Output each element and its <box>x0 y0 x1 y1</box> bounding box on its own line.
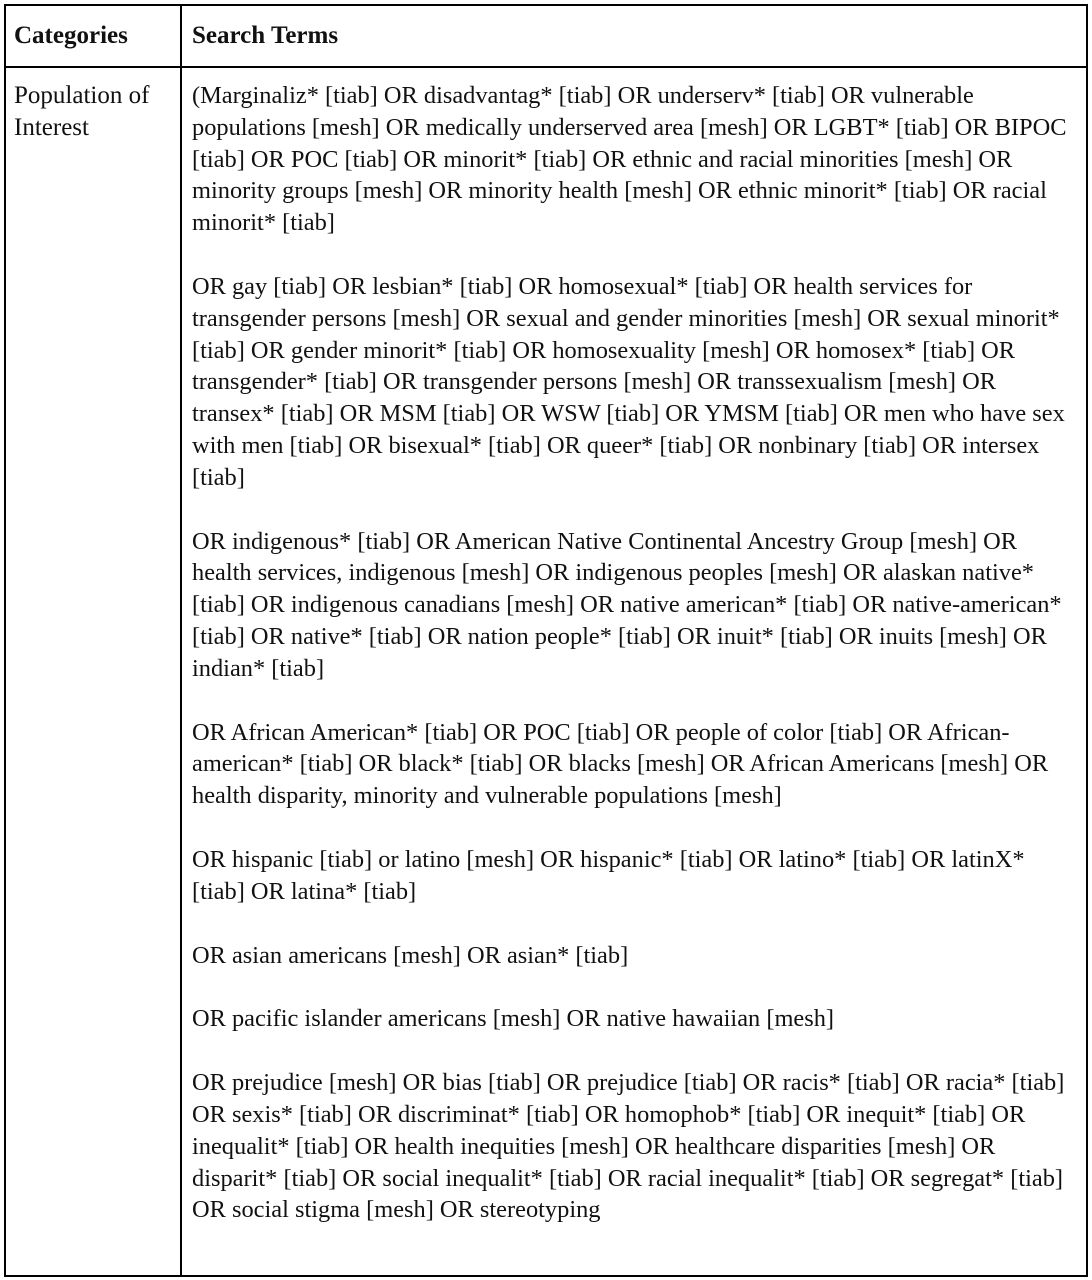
table-header-row <box>6 6 1086 68</box>
terms-paragraph: OR indigenous* [tiab] OR American Native Continental Ancestry Group [mesh] OR health services, indigenous [mesh] OR indigenous peoples [mesh] OR alaskan native* [tiab] OR indigenous canadians [mesh] OR native american* [tiab] OR native-american* [tiab] OR native* [tiab] OR nation people* [tiab] OR inuit* [tiab] OR inuits [mesh] OR indian* [tiab] <box>192 527 1062 682</box>
terms-paragraph: OR hispanic [tiab] or latino [mesh] OR hispanic* [tiab] OR latino* [tiab] OR latinX* [tiab] OR latina* [tiab] <box>192 845 1025 905</box>
category-label: Population of Interest <box>14 82 150 141</box>
header-categories: Categories <box>6 6 182 66</box>
header-search-terms: Search Terms <box>192 22 339 49</box>
table-row <box>6 68 1086 1275</box>
category-cell <box>6 68 182 1275</box>
search-terms-cell <box>182 68 1086 1275</box>
terms-paragraph: OR prejudice [mesh] OR bias [tiab] OR prejudice [tiab] OR racis* [tiab] OR racia* [tiab] OR sexis* [tiab] OR discriminat* [tiab] OR homophob* [tiab] OR inequit* [tiab] OR inequalit* [tiab] OR health inequities [mesh] OR healthcare disparities [mesh] OR disparit* [tiab] OR social inequalit* [tiab] OR racial inequalit* [tiab] OR segregat* [tiab] OR social stigma [mesh] OR stereotyping <box>192 1069 1065 1224</box>
terms-paragraph: (Marginaliz* [tiab] OR disadvantag* [tiab] OR underserv* [tiab] OR vulnerable populations [mesh] OR medically underserved area [mesh] OR LGBT* [tiab] OR BIPOC [tiab] OR POC [tiab] OR minorit* [tiab] OR ethnic and racial minorities [mesh] OR minority groups [mesh] OR minority health [mesh] OR ethnic minorit* [tiab] OR racial minorit* [tiab] <box>192 82 1067 237</box>
search-strategy-table <box>4 4 1088 1277</box>
terms-paragraph: OR pacific islander americans [mesh] OR native hawaiian [mesh] <box>192 1005 835 1033</box>
terms-paragraph: OR African American* [tiab] OR POC [tiab] OR people of color [tiab] OR African-american* [tiab] OR black* [tiab] OR blacks [mesh] OR African Americans [mesh] OR health disparity, minority and vulnerable populations [mesh] <box>192 718 1049 810</box>
terms-paragraph: OR asian americans [mesh] OR asian* [tiab] <box>192 941 629 969</box>
terms-paragraph: OR gay [tiab] OR lesbian* [tiab] OR homosexual* [tiab] OR health services for transgender persons [mesh] OR sexual and gender minorities [mesh] OR sexual minorit* [tiab] OR gender minorit* [tiab] OR homosexuality [mesh] OR homosex* [tiab] OR transgender* [tiab] OR transgender persons [mesh] OR transsexualism [mesh] OR transex* [tiab] OR MSM [tiab] OR WSW [tiab] OR YMSM [tiab] OR men who have sex with men [tiab] OR bisexual* [tiab] OR queer* [tiab] OR nonbinary [tiab] OR intersex [tiab] <box>192 272 1065 491</box>
